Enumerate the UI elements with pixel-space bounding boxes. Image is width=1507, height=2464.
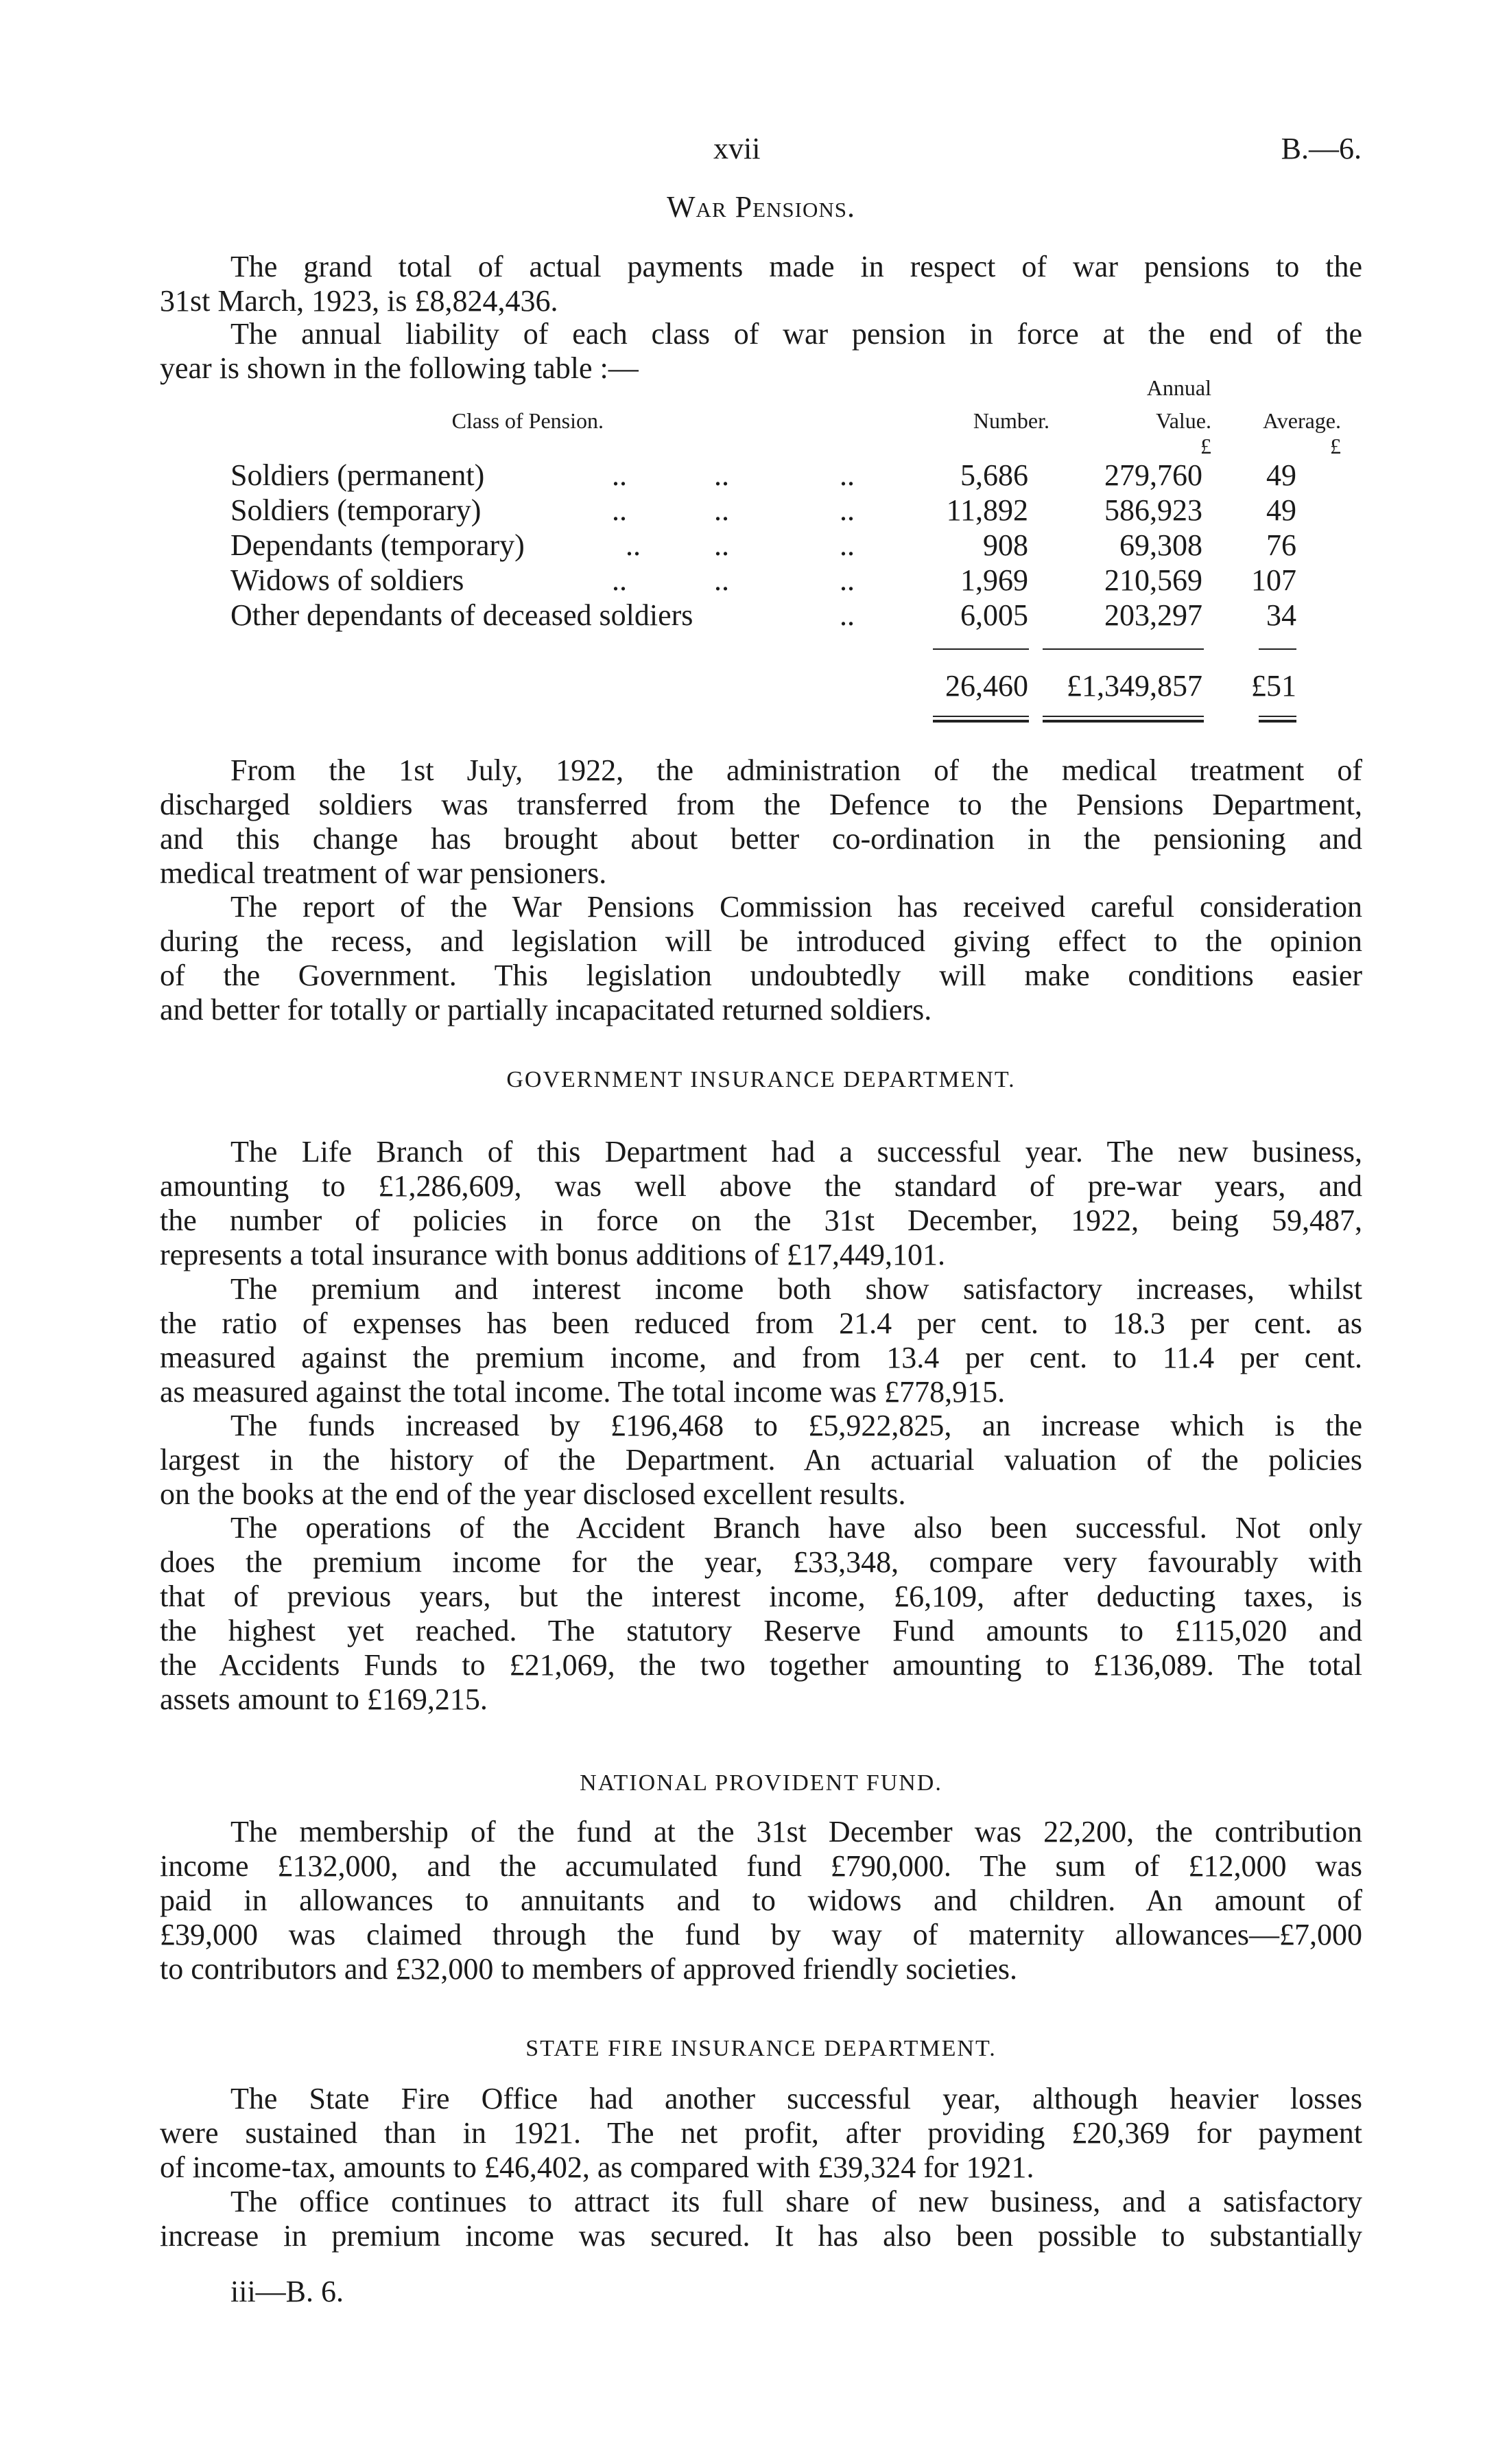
value-unit: £: [1200, 434, 1211, 458]
section-heading-state-fire: STATE FIRE INSURANCE DEPARTMENT.: [525, 2036, 997, 2061]
paragraph-line: during the recess, and legislation will be introduced giving effect to the opinion: [160, 924, 1362, 958]
paragraph-line: 31st March, 1923, is £8,824,436.: [160, 284, 558, 318]
paragraph-line: The State Fire Office had another successful year, although heavier losses: [230, 2082, 1362, 2115]
paragraph-line: and this change has brought about better co-ordination in the pensioning and: [160, 822, 1362, 856]
paragraph-line: £39,000 was claimed through the fund by way of maternity allowances—£7,000: [160, 1918, 1362, 1951]
paragraph-line: largest in the history of the Department. An actuarial valuation of the policies: [160, 1443, 1362, 1477]
pension-average: 34: [1266, 598, 1296, 632]
paragraph: [160, 1511, 1362, 1717]
pension-annual-value: 586,923: [1104, 493, 1202, 527]
paragraph-line: paid in allowances to annuitants and to widows and children. An amount of: [160, 1884, 1362, 1917]
pension-class: Soldiers (permanent): [230, 458, 485, 492]
total-number: 26,460: [945, 669, 1028, 703]
column-header-average: Average.: [1263, 408, 1341, 433]
paragraph: [160, 2185, 1362, 2253]
subtotal-rule: [1043, 648, 1204, 650]
paragraph: [160, 1135, 1362, 1272]
pension-number: 11,892: [946, 493, 1028, 527]
dot-leader: ..: [714, 493, 729, 527]
paragraph: [160, 1409, 1362, 1512]
paragraph-line: The report of the War Pensions Commission has received careful consideration: [230, 890, 1362, 924]
column-header-value-line1: Annual: [1146, 375, 1211, 400]
dot-leader: ..: [612, 493, 627, 527]
pension-class: Other dependants of deceased soldiers: [230, 598, 693, 632]
paragraph-line: The office continues to attract its full share of new business, and a satisfactory: [230, 2185, 1362, 2218]
dot-leader: ..: [840, 493, 855, 527]
dot-leader: ..: [840, 458, 855, 492]
paragraph-line: the ratio of expenses has been reduced from 21.4 per cent. to 18.3 per cent. as: [160, 1306, 1362, 1340]
total-value: £1,349,857: [1067, 669, 1202, 703]
footer-signature: iii—B. 6.: [230, 2275, 344, 2308]
paragraph-line: does the premium income for the year, £33,348, compare very favourably with: [160, 1545, 1362, 1579]
section-heading-national-provident: NATIONAL PROVIDENT FUND.: [580, 1770, 942, 1796]
total-double-rule: [1043, 716, 1204, 723]
paragraph-line: and better for totally or partially incapacitated returned soldiers.: [160, 993, 932, 1026]
pension-class: Widows of soldiers: [230, 563, 464, 597]
pension-annual-value: 279,760: [1104, 458, 1202, 492]
paragraph: [160, 1272, 1362, 1409]
paragraph-line: From the 1st July, 1922, the administration of the medical treatment of: [230, 753, 1362, 787]
paragraph-line: The Life Branch of this Department had a successful year. The new business,: [230, 1135, 1362, 1169]
paragraph-line: the Accidents Funds to £21,069, the two together amounting to £136,089. The total: [160, 1648, 1362, 1682]
paragraph-line: to contributors and £32,000 to members of approved friendly societies.: [160, 1952, 1018, 1986]
paragraph-line: increase in premium income was secured. It has also been possible to substantially: [160, 2219, 1362, 2253]
dot-leader: ..: [626, 528, 641, 562]
total-double-rule: [933, 716, 1029, 723]
section-heading-government-insurance: GOVERNMENT INSURANCE DEPARTMENT.: [506, 1067, 1016, 1092]
dot-leader: ..: [714, 563, 729, 597]
dot-leader: ..: [612, 563, 627, 597]
column-header-class: Class of Pension.: [451, 408, 604, 433]
dot-leader: ..: [714, 528, 729, 562]
pension-number: 908: [983, 528, 1028, 562]
paragraph-line: The membership of the fund at the 31st December was 22,200, the contribution: [230, 1815, 1362, 1849]
paragraph-line: the highest yet reached. The statutory Reserve Fund amounts to £115,020 and: [160, 1614, 1362, 1647]
pension-average: 107: [1251, 563, 1296, 597]
average-unit: £: [1330, 434, 1341, 458]
dot-leader: ..: [840, 563, 855, 597]
pension-annual-value: 69,308: [1119, 528, 1202, 562]
paragraph: [160, 2082, 1362, 2185]
paragraph-line: of the Government. This legislation undoubtedly will make conditions easier: [160, 959, 1362, 992]
paragraph-line: of income-tax, amounts to £46,402, as compared with £39,324 for 1921.: [160, 2150, 1034, 2184]
subtotal-rule: [933, 648, 1029, 650]
paragraph-line: The premium and interest income both show satisfactory increases, whilst: [230, 1272, 1362, 1306]
page-number: xvii: [713, 132, 761, 165]
pension-average: 49: [1266, 458, 1296, 492]
paragraph-line: measured against the premium income, and from 13.4 per cent. to 11.4 per cent.: [160, 1341, 1362, 1374]
paragraph-line: income £132,000, and the accumulated fund £790,000. The sum of £12,000 was: [160, 1849, 1362, 1883]
pension-number: 6,005: [960, 598, 1028, 632]
paragraph-line: were sustained than in 1921. The net profit, after providing £20,369 for payment: [160, 2116, 1362, 2150]
paragraph-line: The grand total of actual payments made in respect of war pensions to the: [230, 250, 1362, 283]
pension-class: Dependants (temporary): [230, 528, 525, 562]
total-average: £51: [1251, 669, 1296, 703]
section-heading-war-pensions: War Pensions.: [667, 190, 855, 224]
column-header-value: Value.: [1156, 408, 1211, 433]
pension-average: 76: [1266, 528, 1296, 562]
paragraph-line: as measured against the total income. The total income was £778,915.: [160, 1375, 1006, 1409]
pension-annual-value: 203,297: [1104, 598, 1202, 632]
paragraph-line: that of previous years, but the interest income, £6,109, after deducting taxes, is: [160, 1580, 1362, 1613]
paragraph-line: year is shown in the following table :—: [160, 351, 639, 385]
dot-leader: ..: [840, 528, 855, 562]
dot-leader: ..: [612, 458, 627, 492]
paragraph: [160, 890, 1362, 1027]
paragraph: [160, 753, 1362, 891]
paragraph-line: The funds increased by £196,468 to £5,922,825, an increase which is the: [230, 1409, 1362, 1442]
report-code: B.—6.: [1281, 132, 1362, 165]
subtotal-rule: [1259, 648, 1296, 650]
pension-number: 1,969: [960, 563, 1028, 597]
pension-number: 5,686: [960, 458, 1028, 492]
paragraph-line: amounting to £1,286,609, was well above the standard of pre-war years, and: [160, 1169, 1362, 1203]
paragraph: [160, 250, 1362, 318]
paragraph-line: The annual liability of each class of war pension in force at the end of the: [230, 317, 1362, 351]
paragraph-line: discharged soldiers was transferred from the Defence to the Pensions Department,: [160, 788, 1362, 821]
pension-class: Soldiers (temporary): [230, 493, 482, 527]
paragraph-line: medical treatment of war pensioners.: [160, 856, 607, 890]
pension-average: 49: [1266, 493, 1296, 527]
paragraph-line: the number of policies in force on the 31st December, 1922, being 59,487,: [160, 1204, 1362, 1237]
paragraph-line: The operations of the Accident Branch have also been successful. Not only: [230, 1511, 1362, 1545]
pension-annual-value: 210,569: [1104, 563, 1202, 597]
total-double-rule: [1259, 716, 1296, 723]
paragraph: [160, 1815, 1362, 1986]
dot-leader: ..: [840, 598, 855, 632]
dot-leader: ..: [714, 458, 729, 492]
column-header-number: Number.: [973, 408, 1049, 433]
paragraph-line: on the books at the end of the year disclosed excellent results.: [160, 1477, 906, 1511]
paragraph-line: assets amount to £169,215.: [160, 1682, 488, 1716]
paragraph-line: represents a total insurance with bonus additions of £17,449,101.: [160, 1238, 946, 1271]
